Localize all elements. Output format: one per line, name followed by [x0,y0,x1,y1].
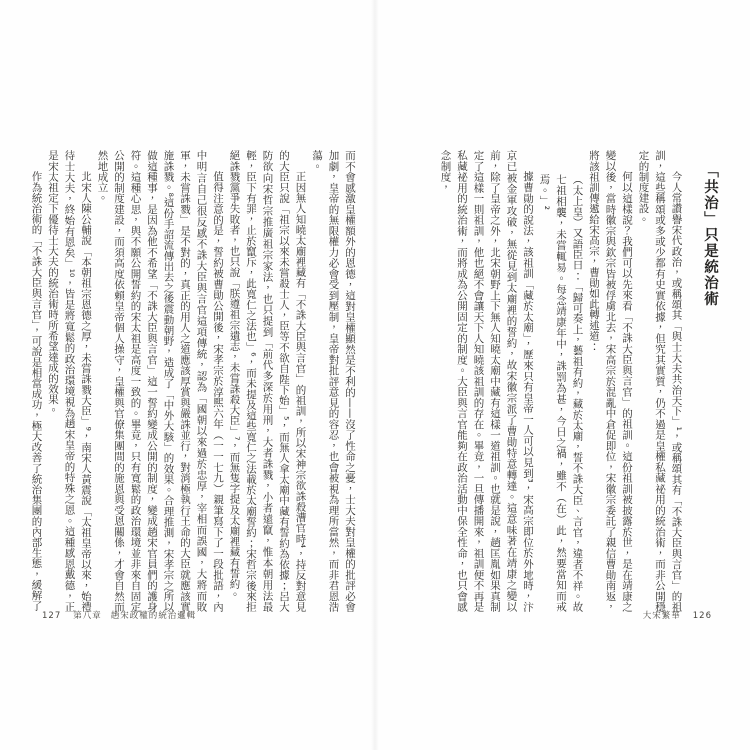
body-paragraph: 正因無人知曉太廟裡藏有「不誅大臣與言官」的祖訓，所以宋神宗欲誅殺漕官時⁴，持反對意見的大臣只說「祖宗以來未嘗殺士人，臣等不欲自陛下始」⁵，而無人拿太廟中藏有誓約為依據；呂大防欲向宋哲宗推廣祖宗家法，也只提到「前代多深於用刑，大者誅戮，小者遠竄，惟本朝用法最輕，臣下有罪，止於竄斥，此寬仁之法也」⁶，而未提及這些寬仁之法載於太廟誓約；宋哲宗後來拒絕誅戮黨爭失敗者，也只說「朕遵祖宗遺志，未嘗誅殺大臣」⁷，而無隻字提及太廟裡藏有誓約。 [228,150,307,612]
block-quote: （太上皇）又語臣曰：「歸可奏上，藝祖有約，藏於太廟，誓不誅大臣、言官，違者不祥。故七祖相襲，未嘗輒易。每念靖康年中，誅罰為甚，今日之禍，雖不（在）此，然要當知而戒焉。」² [538,174,584,612]
body-paragraph-continued: 而不會感激皇權額外的恩德，這對皇權顯然是不利的——沒了性命之憂，士大夫對皇權的批評必會加劇，皇帝的無限權力必會受到壓制，皇帝對批評意見的容忍，也會被視為理所當然，而非君恩浩蕩。 [311,150,356,612]
chapter-title: 趙宋政權的統治邏輯 [110,611,197,621]
body-paragraph: 據曹勛的說法，該祖訓「藏於太廟」，歷來只有皇帝一人可以見到³，宋高宗即位於外地時，汴京已被金軍攻破，無從見到太廟裡的誓約，故宋徽宗派了曹勛特意轉達。這意味著在靖康之變以前，除了皇帝之外，北宋朝野上下無人知曉太廟中藏有這樣一道祖訓。也就是說，趙匡胤如果真制定了這樣一則祖訓，他也絕不會讓天下人知曉該祖訓的存在。畢竟，一旦傳播開來，祖訓便不再是私藏祕用的統治術，而將成為公開固定的制度。大臣與言官能夠在政治活動中保全性命，也只會感念制度， [439,150,534,612]
body-paragraph: 何以這樣說？我們可以先來看「不誅大臣與言官」的祖訓。這份祖訓被披露於世，是在靖康之變以後，當時徽宗與欽宗皆被俘虜北去，宋高宗於混亂中倉促即位，宋徽宗委託了親信曹勛南返，將該祖訓傳遞給宋高宗，曹勛如此轉述道： [588,150,633,612]
page-footer-right [643,609,712,621]
body-paragraph: 北宋人陳公輔說「本朝祖宗恩德之厚，未嘗誅戮大臣」⁹，南宋人黃震說「太祖皇帝以來，始禮待士大夫，終始有恩矣」¹⁰，皆是將寬鬆的政治環境視為趙宋皇帝的特殊之恩。這種感恩戴德，正是宋太祖定下優待士大夫的統治術時所希望達成的效果。 [47,150,92,612]
right-page [396,150,718,612]
body-paragraph: 作為統治術的「不誅大臣與言官」，可說是相當成功，極大改善了統治集團的內部生態，緩解了 [30,171,43,611]
body-paragraph: 值得注意的是，誓約被曹勛公開後，宋孝宗於淳熙六年（一一七九）親筆寫下了一段批語，內中明言自己很反感不誅大臣與言官這項傳統，認為「國朝以來過於忠厚，宰相而誤國，大將而敗軍，未嘗誅戮」是不對的，真正的用人之道應該厚賞與嚴誅並行，對消極執行王命的大臣就應該實施誅戮。⁸這份手詔流傳出去之後震動朝野，造成了「中外大駭」的效果。合理推測，宋孝宗之所以做這種事，是因為他不希望「不誅大臣與言官」這一誓約變成公開的制度，變成趙宋官員們的護身符。這種心思，與不願公開誓約的宋太祖是高度一致的。畢竟，只有寬鬆的政治環境並非來自固定公開的制度建設，而須高度依賴皇帝個人操守，皇權與官僚集團間的施恩與受恩關係，才會自然而然地成立。 [96,150,224,612]
left-page [30,150,358,612]
chapter-label: 第八章 [73,611,102,621]
page-number: 127 [42,611,62,621]
page-number: 126 [692,611,712,621]
page-gutter [371,0,379,750]
book-title-footer: 大宋繁華 [642,611,681,621]
section-heading: 「共治」只是統治術 [702,163,718,307]
body-paragraph: 今人常讚譽宋代政治，或稱頌其「與士大夫共治天下」¹，或稱頌其有「不誅大臣與言官」的祖訓，這些稱頌或多或少都有史實依據，但究其實質，仍不過是皇權私藏祕用的統治術，而非公開穩定的制度建設。 [637,150,683,612]
page-footer-left [42,609,196,621]
